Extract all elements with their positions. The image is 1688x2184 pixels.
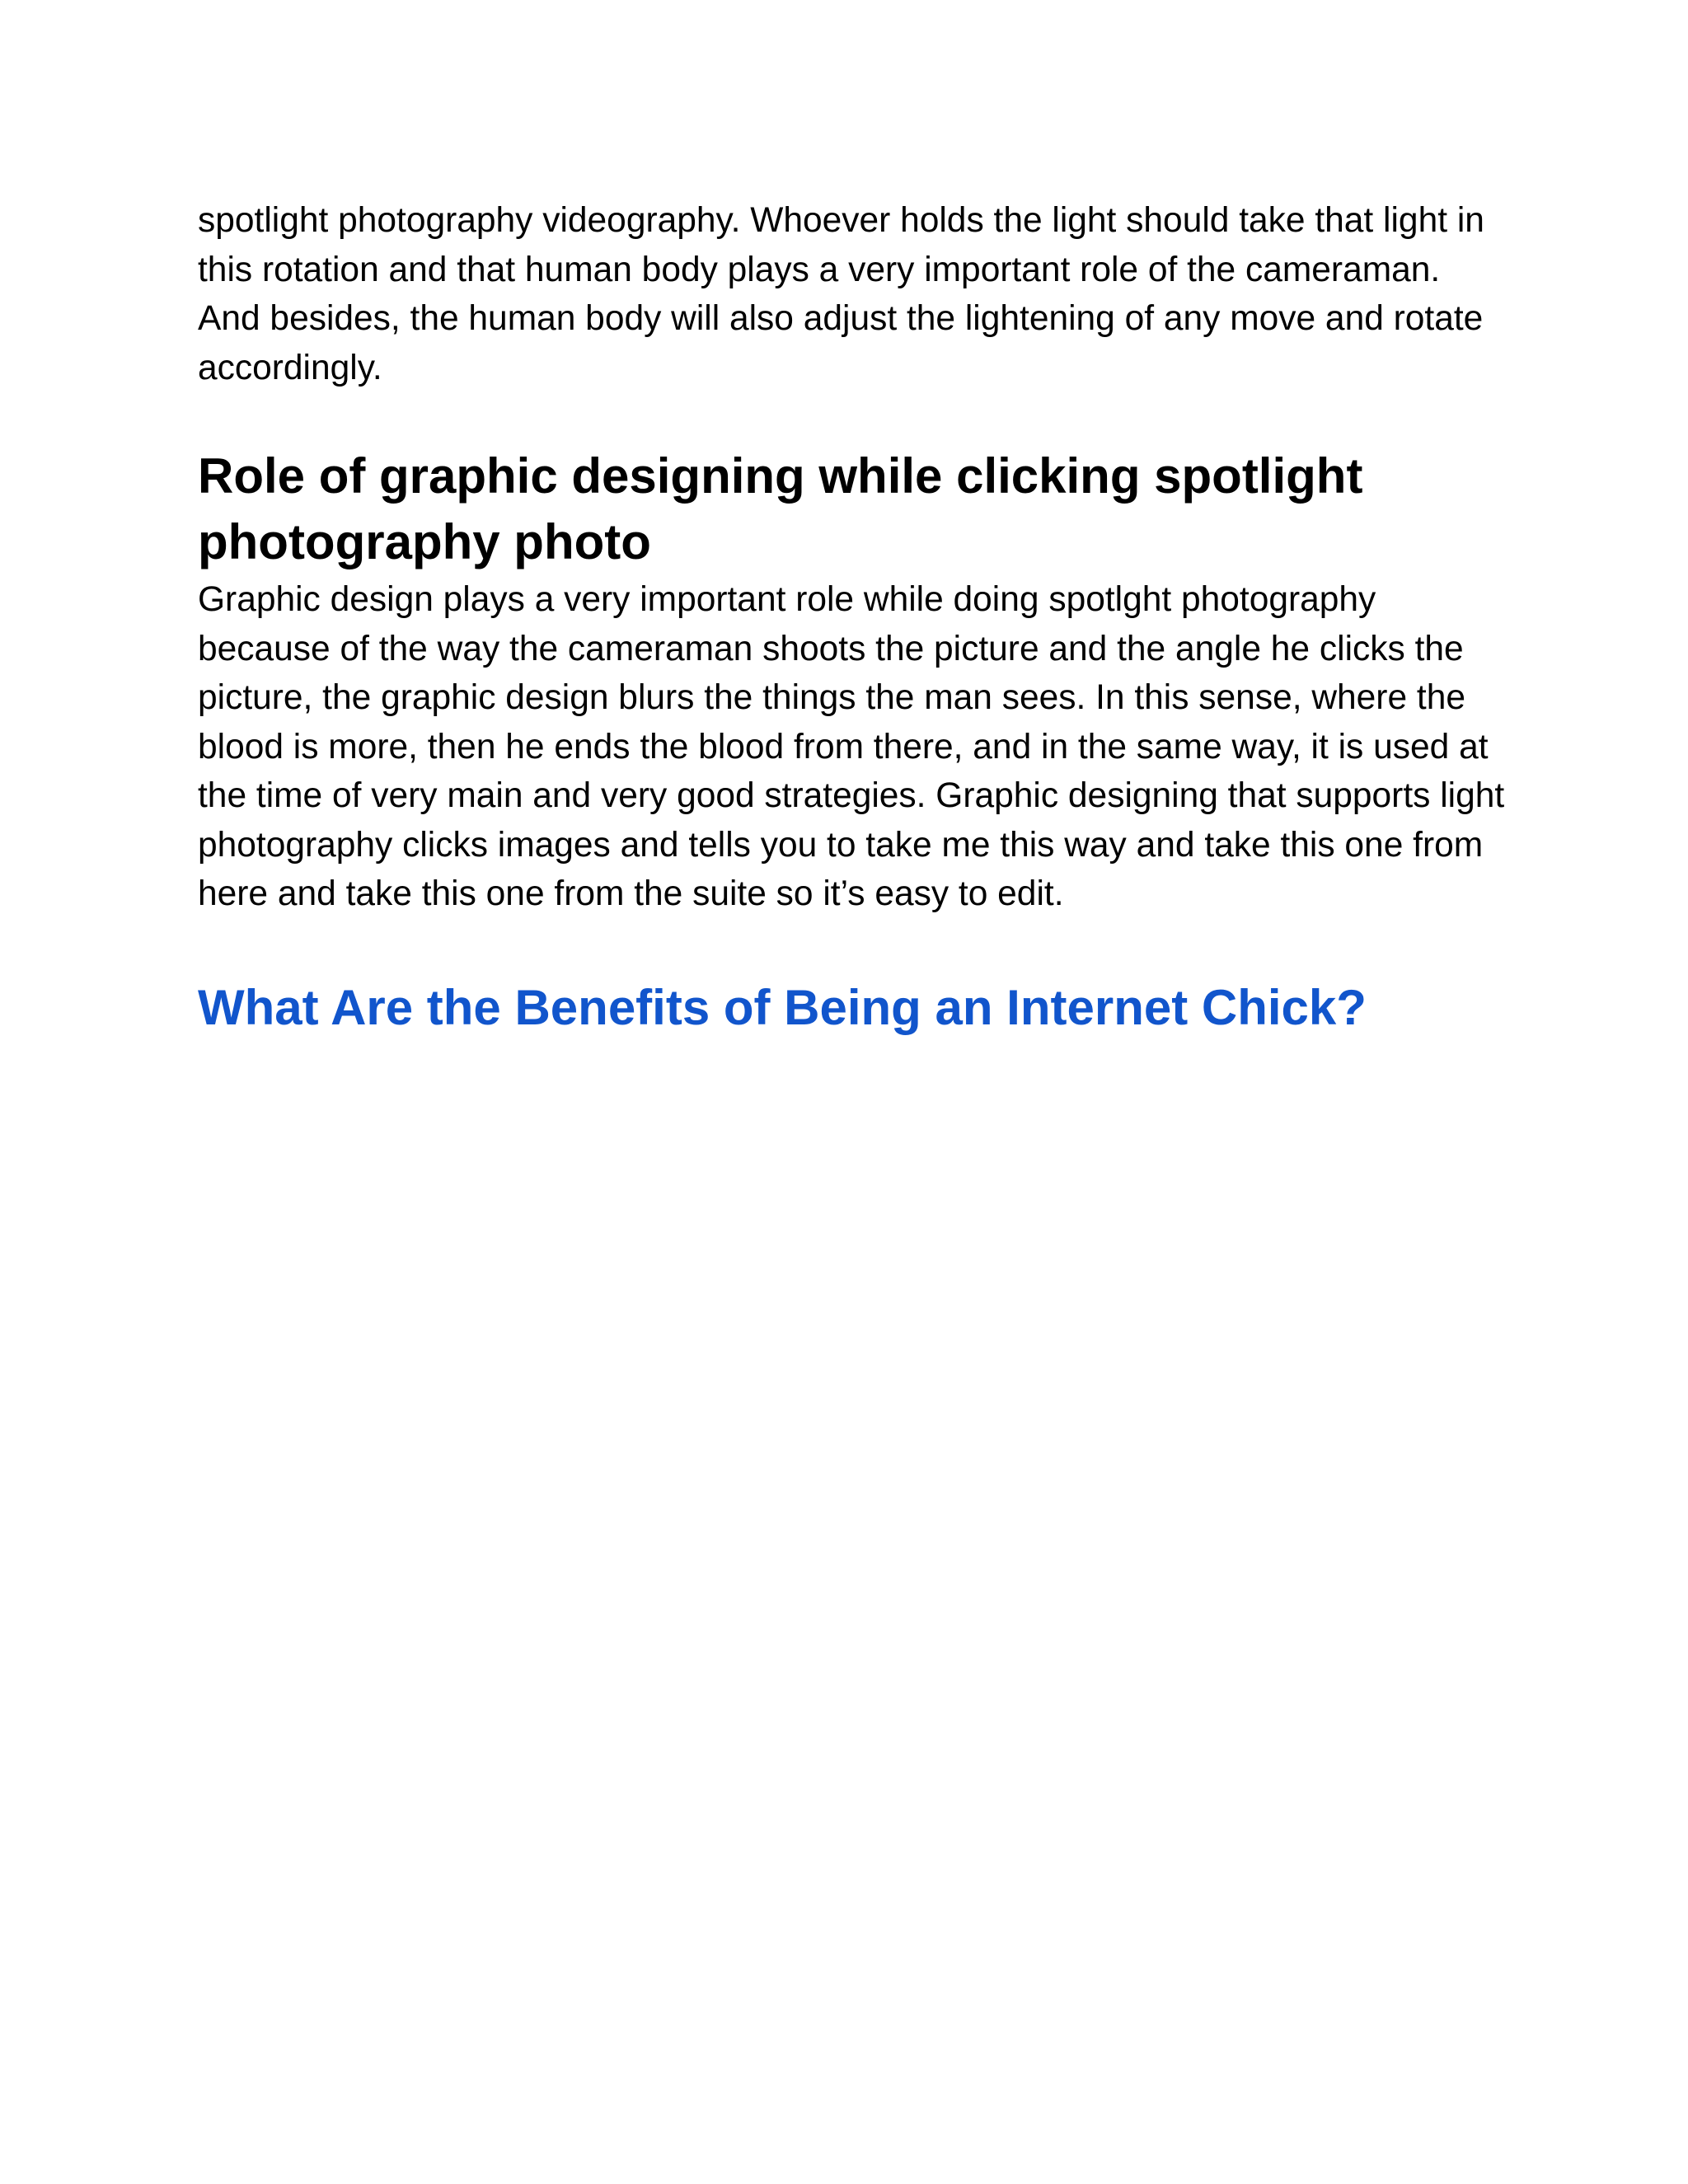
paragraph-intro: spotlight photography videography. Whoever holds the light should take that light in this rotation and that human body plays a very important role of the cameraman. And besides, the human body will also adjust the lightening of any move and rotate accordingly. [198, 201, 1484, 387]
paragraph-graphic-design: Graphic design plays a very important role while doing spotlght photography because of the way the cameraman shoots the picture and the angle he clicks the picture, the graphic design blurs the things the man sees. In this sense, where the blood is more, then he ends the blood from there, and in the same way, it is used at the time of very main and very good strategies. Graphic designing that supports light photography clicks images and tells you to take me this way and take this one from here and take this one from the suite so it’s easy to edit. [198, 580, 1505, 913]
spacer [198, 919, 1508, 975]
spacer [198, 392, 1508, 443]
benefits-heading-link[interactable]: What Are the Benefits of Being an Internet Chick? [198, 979, 1367, 1035]
document-body [198, 196, 1508, 1041]
section-heading: Role of graphic designing while clicking spotlight photography photo [198, 448, 1363, 569]
